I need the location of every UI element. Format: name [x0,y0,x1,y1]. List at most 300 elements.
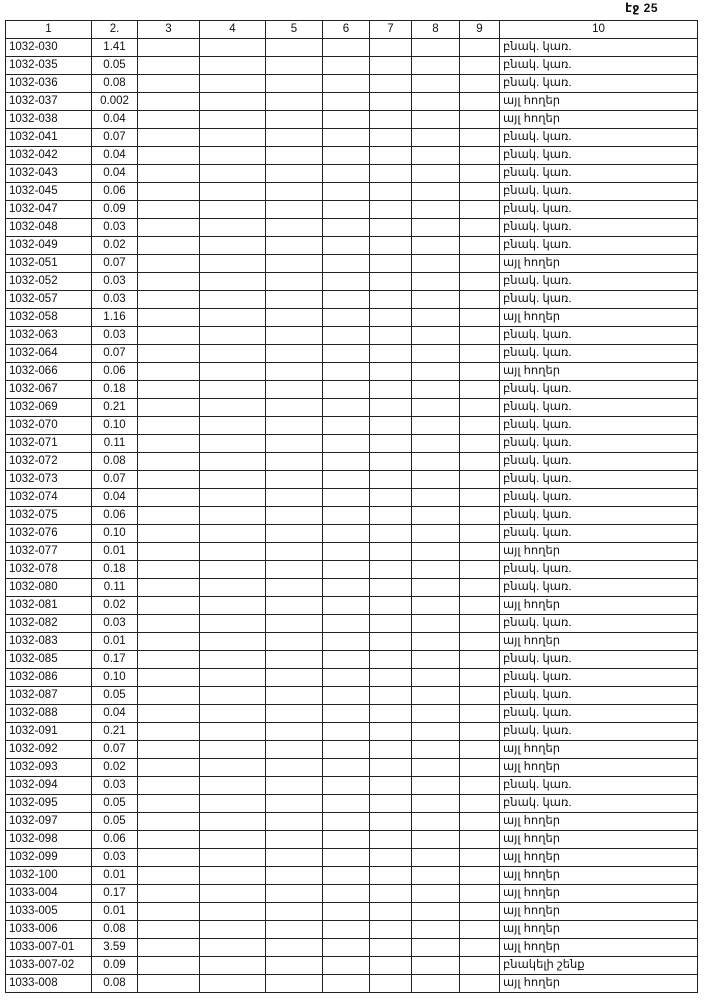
empty-cell-col-9 [460,93,500,111]
empty-cell-col-9 [460,903,500,921]
empty-cell-col-3 [138,237,200,255]
area-cell: 0.08 [92,975,138,993]
land-type-cell: բնակելի շենք [500,957,698,975]
empty-cell-col-5 [266,273,323,291]
area-cell: 0.09 [92,201,138,219]
column-header-7: 7 [370,21,412,39]
area-cell: 0.07 [92,345,138,363]
empty-cell-col-8 [412,57,460,75]
table-row [6,615,698,633]
empty-cell-col-5 [266,759,323,777]
parcel-id-cell: 1032-069 [6,399,92,417]
empty-cell-col-8 [412,957,460,975]
land-type-cell: այլ հողեր [500,111,698,129]
empty-cell-col-6 [323,831,370,849]
empty-cell-col-5 [266,291,323,309]
column-header-5: 5 [266,21,323,39]
empty-cell-col-9 [460,111,500,129]
empty-cell-col-9 [460,399,500,417]
empty-cell-col-5 [266,507,323,525]
empty-cell-col-8 [412,201,460,219]
land-type-cell: բնակ. կառ. [500,165,698,183]
empty-cell-col-7 [370,327,412,345]
empty-cell-col-8 [412,165,460,183]
table-row [6,219,698,237]
empty-cell-col-4 [200,579,266,597]
empty-cell-col-3 [138,651,200,669]
empty-cell-col-4 [200,921,266,939]
empty-cell-col-6 [323,183,370,201]
table-row [6,687,698,705]
empty-cell-col-5 [266,57,323,75]
empty-cell-col-5 [266,687,323,705]
empty-cell-col-6 [323,327,370,345]
empty-cell-col-7 [370,903,412,921]
table-row [6,381,698,399]
empty-cell-col-7 [370,705,412,723]
land-type-cell: բնակ. կառ. [500,651,698,669]
empty-cell-col-7 [370,867,412,885]
parcel-id-cell: 1032-064 [6,345,92,363]
parcel-id-cell: 1032-066 [6,363,92,381]
parcel-id-cell: 1032-100 [6,867,92,885]
empty-cell-col-5 [266,147,323,165]
empty-cell-col-9 [460,381,500,399]
empty-cell-col-9 [460,327,500,345]
land-type-cell: այլ հողեր [500,597,698,615]
area-cell: 0.05 [92,687,138,705]
empty-cell-col-8 [412,381,460,399]
empty-cell-col-5 [266,651,323,669]
empty-cell-col-3 [138,291,200,309]
empty-cell-col-3 [138,489,200,507]
area-cell: 0.03 [92,615,138,633]
empty-cell-col-4 [200,327,266,345]
empty-cell-col-4 [200,165,266,183]
empty-cell-col-9 [460,615,500,633]
empty-cell-col-8 [412,705,460,723]
empty-cell-col-3 [138,75,200,93]
empty-cell-col-6 [323,273,370,291]
land-type-cell: բնակ. կառ. [500,417,698,435]
area-cell: 0.11 [92,579,138,597]
empty-cell-col-6 [323,723,370,741]
empty-cell-col-3 [138,327,200,345]
empty-cell-col-3 [138,57,200,75]
table-row [6,543,698,561]
table-row [6,795,698,813]
empty-cell-col-3 [138,561,200,579]
empty-cell-col-4 [200,345,266,363]
empty-cell-col-5 [266,93,323,111]
land-type-cell: այլ հողեր [500,363,698,381]
land-type-cell: այլ հողեր [500,975,698,993]
empty-cell-col-5 [266,417,323,435]
empty-cell-col-5 [266,111,323,129]
empty-cell-col-5 [266,921,323,939]
empty-cell-col-8 [412,111,460,129]
empty-cell-col-9 [460,75,500,93]
empty-cell-col-4 [200,147,266,165]
land-type-cell: բնակ. կառ. [500,237,698,255]
empty-cell-col-5 [266,363,323,381]
empty-cell-col-9 [460,975,500,993]
empty-cell-col-7 [370,633,412,651]
empty-cell-col-6 [323,93,370,111]
parcel-id-cell: 1032-082 [6,615,92,633]
area-cell: 0.04 [92,111,138,129]
empty-cell-col-7 [370,615,412,633]
land-type-cell: բնակ. կառ. [500,795,698,813]
area-cell: 0.06 [92,183,138,201]
empty-cell-col-7 [370,201,412,219]
empty-cell-col-7 [370,363,412,381]
empty-cell-col-4 [200,273,266,291]
parcel-id-cell: 1032-083 [6,633,92,651]
empty-cell-col-7 [370,111,412,129]
empty-cell-col-3 [138,147,200,165]
empty-cell-col-8 [412,849,460,867]
empty-cell-col-9 [460,147,500,165]
empty-cell-col-3 [138,111,200,129]
empty-cell-col-3 [138,687,200,705]
empty-cell-col-4 [200,39,266,57]
area-cell: 0.06 [92,831,138,849]
empty-cell-col-8 [412,669,460,687]
empty-cell-col-7 [370,525,412,543]
empty-cell-col-7 [370,669,412,687]
land-type-cell: բնակ. կառ. [500,723,698,741]
empty-cell-col-5 [266,327,323,345]
empty-cell-col-5 [266,75,323,93]
empty-cell-col-8 [412,651,460,669]
empty-cell-col-5 [266,309,323,327]
empty-cell-col-4 [200,561,266,579]
empty-cell-col-8 [412,741,460,759]
empty-cell-col-6 [323,471,370,489]
parcel-id-cell: 1032-052 [6,273,92,291]
empty-cell-col-6 [323,111,370,129]
empty-cell-col-7 [370,741,412,759]
area-cell: 0.08 [92,921,138,939]
area-cell: 0.03 [92,849,138,867]
empty-cell-col-4 [200,111,266,129]
parcel-id-cell: 1032-075 [6,507,92,525]
empty-cell-col-9 [460,453,500,471]
parcel-id-cell: 1032-087 [6,687,92,705]
empty-cell-col-9 [460,597,500,615]
empty-cell-col-3 [138,579,200,597]
empty-cell-col-4 [200,543,266,561]
empty-cell-col-9 [460,525,500,543]
empty-cell-col-7 [370,687,412,705]
empty-cell-col-7 [370,507,412,525]
empty-cell-col-9 [460,849,500,867]
empty-cell-col-9 [460,273,500,291]
empty-cell-col-9 [460,759,500,777]
empty-cell-col-5 [266,39,323,57]
empty-cell-col-9 [460,309,500,327]
empty-cell-col-3 [138,759,200,777]
empty-cell-col-3 [138,399,200,417]
area-cell: 0.02 [92,759,138,777]
empty-cell-col-4 [200,489,266,507]
parcel-id-cell: 1032-030 [6,39,92,57]
empty-cell-col-5 [266,579,323,597]
empty-cell-col-4 [200,939,266,957]
empty-cell-col-8 [412,291,460,309]
empty-cell-col-8 [412,453,460,471]
empty-cell-col-5 [266,867,323,885]
empty-cell-col-6 [323,255,370,273]
land-type-cell: այլ հողեր [500,867,698,885]
empty-cell-col-7 [370,183,412,201]
parcel-id-cell: 1032-076 [6,525,92,543]
empty-cell-col-4 [200,57,266,75]
area-cell: 0.10 [92,525,138,543]
empty-cell-col-3 [138,957,200,975]
column-header-9: 9 [460,21,500,39]
empty-cell-col-4 [200,651,266,669]
empty-cell-col-7 [370,795,412,813]
parcel-id-cell: 1033-005 [6,903,92,921]
area-cell: 0.01 [92,543,138,561]
table-row [6,273,698,291]
empty-cell-col-9 [460,579,500,597]
empty-cell-col-6 [323,57,370,75]
table-row [6,57,698,75]
parcel-id-cell: 1033-006 [6,921,92,939]
area-cell: 0.02 [92,237,138,255]
area-cell: 0.03 [92,291,138,309]
empty-cell-col-9 [460,237,500,255]
empty-cell-col-3 [138,615,200,633]
parcel-id-cell: 1032-038 [6,111,92,129]
table-row [6,885,698,903]
empty-cell-col-8 [412,417,460,435]
empty-cell-col-4 [200,795,266,813]
empty-cell-col-7 [370,75,412,93]
empty-cell-col-5 [266,525,323,543]
empty-cell-col-7 [370,561,412,579]
empty-cell-col-8 [412,723,460,741]
empty-cell-col-7 [370,39,412,57]
empty-cell-col-6 [323,237,370,255]
parcel-id-cell: 1032-092 [6,741,92,759]
parcel-id-cell: 1032-088 [6,705,92,723]
empty-cell-col-5 [266,633,323,651]
table-row [6,255,698,273]
empty-cell-col-4 [200,777,266,795]
empty-cell-col-6 [323,579,370,597]
area-cell: 0.06 [92,507,138,525]
empty-cell-col-3 [138,705,200,723]
empty-cell-col-5 [266,561,323,579]
table-row [6,129,698,147]
area-cell: 0.04 [92,165,138,183]
parcel-id-cell: 1032-080 [6,579,92,597]
empty-cell-col-3 [138,903,200,921]
land-type-cell: այլ հողեր [500,543,698,561]
empty-cell-col-4 [200,633,266,651]
empty-cell-col-7 [370,381,412,399]
empty-cell-col-4 [200,597,266,615]
empty-cell-col-6 [323,39,370,57]
empty-cell-col-6 [323,903,370,921]
parcel-id-cell: 1033-007-02 [6,957,92,975]
empty-cell-col-4 [200,507,266,525]
area-cell: 0.01 [92,903,138,921]
parcel-id-cell: 1032-098 [6,831,92,849]
parcel-id-cell: 1032-097 [6,813,92,831]
table-row [6,489,698,507]
empty-cell-col-5 [266,903,323,921]
land-type-cell: բնակ. կառ. [500,381,698,399]
empty-cell-col-3 [138,363,200,381]
table-row [6,507,698,525]
empty-cell-col-3 [138,165,200,183]
land-type-cell: այլ հողեր [500,309,698,327]
table-row [6,975,698,993]
land-type-cell: բնակ. կառ. [500,39,698,57]
parcel-id-cell: 1032-078 [6,561,92,579]
parcel-id-cell: 1032-085 [6,651,92,669]
empty-cell-col-8 [412,363,460,381]
empty-cell-col-7 [370,471,412,489]
land-type-cell: այլ հողեր [500,633,698,651]
empty-cell-col-4 [200,867,266,885]
empty-cell-col-6 [323,507,370,525]
empty-cell-col-3 [138,849,200,867]
parcel-id-cell: 1033-004 [6,885,92,903]
column-header-1: 1 [6,21,92,39]
empty-cell-col-6 [323,939,370,957]
empty-cell-col-8 [412,903,460,921]
area-cell: 0.07 [92,741,138,759]
empty-cell-col-7 [370,57,412,75]
empty-cell-col-6 [323,975,370,993]
table-row [6,849,698,867]
empty-cell-col-8 [412,399,460,417]
empty-cell-col-6 [323,669,370,687]
table-row [6,183,698,201]
land-type-cell: այլ հողեր [500,849,698,867]
empty-cell-col-8 [412,255,460,273]
parcel-id-cell: 1032-086 [6,669,92,687]
table-row [6,417,698,435]
empty-cell-col-7 [370,417,412,435]
empty-cell-col-5 [266,849,323,867]
empty-cell-col-5 [266,597,323,615]
empty-cell-col-4 [200,687,266,705]
empty-cell-col-6 [323,399,370,417]
area-cell: 0.04 [92,489,138,507]
empty-cell-col-9 [460,417,500,435]
empty-cell-col-8 [412,975,460,993]
table-row [6,525,698,543]
empty-cell-col-6 [323,291,370,309]
table-row [6,561,698,579]
land-type-cell: այլ հողեր [500,93,698,111]
empty-cell-col-3 [138,507,200,525]
empty-cell-col-6 [323,219,370,237]
empty-cell-col-5 [266,975,323,993]
empty-cell-col-9 [460,741,500,759]
empty-cell-col-9 [460,687,500,705]
land-type-cell: բնակ. կառ. [500,219,698,237]
empty-cell-col-6 [323,453,370,471]
area-cell: 0.01 [92,867,138,885]
empty-cell-col-8 [412,489,460,507]
empty-cell-col-8 [412,633,460,651]
empty-cell-col-9 [460,39,500,57]
empty-cell-col-9 [460,885,500,903]
land-type-cell: բնակ. կառ. [500,183,698,201]
empty-cell-col-6 [323,363,370,381]
empty-cell-col-8 [412,759,460,777]
empty-cell-col-3 [138,669,200,687]
empty-cell-col-7 [370,93,412,111]
empty-cell-col-6 [323,759,370,777]
empty-cell-col-8 [412,183,460,201]
empty-cell-col-8 [412,309,460,327]
land-type-cell: այլ հողեր [500,255,698,273]
land-type-cell: բնակ. կառ. [500,687,698,705]
empty-cell-col-7 [370,849,412,867]
empty-cell-col-3 [138,219,200,237]
empty-cell-col-8 [412,327,460,345]
parcel-id-cell: 1032-043 [6,165,92,183]
land-type-cell: բնակ. կառ. [500,291,698,309]
area-cell: 0.10 [92,417,138,435]
empty-cell-col-8 [412,219,460,237]
empty-cell-col-8 [412,147,460,165]
empty-cell-col-9 [460,363,500,381]
column-header-2: 2. [92,21,138,39]
empty-cell-col-6 [323,813,370,831]
empty-cell-col-8 [412,129,460,147]
empty-cell-col-4 [200,363,266,381]
area-cell: 0.05 [92,795,138,813]
area-cell: 0.08 [92,75,138,93]
land-type-cell: այլ հողեր [500,759,698,777]
table-row [6,867,698,885]
table-row [6,147,698,165]
empty-cell-col-3 [138,129,200,147]
empty-cell-col-8 [412,831,460,849]
parcel-id-cell: 1032-057 [6,291,92,309]
table-row [6,633,698,651]
land-type-cell: այլ հողեր [500,903,698,921]
table-row [6,39,698,57]
empty-cell-col-4 [200,381,266,399]
empty-cell-col-8 [412,795,460,813]
empty-cell-col-5 [266,615,323,633]
empty-cell-col-8 [412,579,460,597]
empty-cell-col-3 [138,921,200,939]
empty-cell-col-6 [323,957,370,975]
land-type-cell: բնակ. կառ. [500,471,698,489]
land-type-cell: բնակ. կառ. [500,525,698,543]
empty-cell-col-9 [460,813,500,831]
table-row [6,471,698,489]
empty-cell-col-3 [138,543,200,561]
empty-cell-col-7 [370,255,412,273]
land-type-cell: այլ հողեր [500,939,698,957]
parcel-id-cell: 1032-063 [6,327,92,345]
table-row [6,399,698,417]
empty-cell-col-8 [412,867,460,885]
